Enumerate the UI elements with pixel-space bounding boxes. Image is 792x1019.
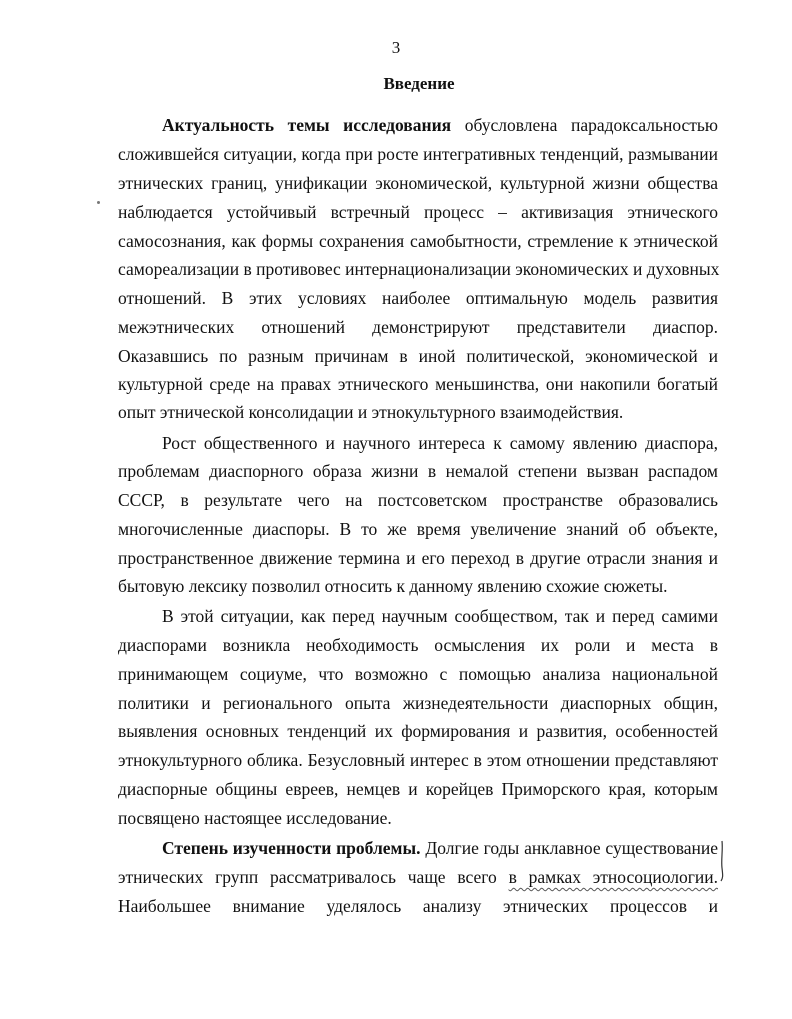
text-line: посвящено настоящее исследование. [118,808,392,828]
text-line: Оказавшись по разным причинам в иной политической, экономической и [118,346,718,366]
text-line: диаспорами возникла необходимость осмысления их роли и места в [118,635,718,655]
text-line: многочисленные диаспоры. В то же время увеличение знаний об объекте, [118,519,718,539]
text-line: политики и регионального опыта жизнедеятельности диаспорных общин, [118,693,718,713]
lead-phrase: Степень изученности проблемы. [162,838,421,858]
text-line: сложившейся ситуации, когда при росте интегративных тенденций, размывании [118,144,718,164]
text-line: этнических границ, унификации экономической, культурной жизни общества [118,173,718,193]
section-heading: Введение [383,74,455,93]
text-line: Актуальность темы исследования обусловлена парадоксальностью [162,115,718,135]
text-line: пространственное движение термина и его переход в другие отрасли знания и [118,548,718,568]
text-line: проблемам диаспорного образа жизни в немалой степени вызван распадом [118,461,718,481]
handwritten-underline: в рамках этносоциологии. [508,867,718,887]
text-line: бытовую лексику позволил относить к данному явлению схожие сюжеты. [118,576,668,596]
text-line: отношений. В этих условиях наиболее оптимальную модель развития [118,288,718,308]
text-line: опыт этнической консолидации и этнокультурного взаимодействия. [118,402,624,422]
text-line: выявления основных тенденций их формирования и развития, особенностей [118,721,718,741]
text-line: межэтнических отношений демонстрируют представители диаспор. [118,317,718,337]
text-line: Степень изученности проблемы. Долгие годы анклавное существование [162,838,718,858]
dot-mark [97,201,100,204]
page-number: 3 [391,38,401,57]
text-line: наблюдается устойчивый встречный процесс – активизация этнического [118,202,718,222]
text-line: В этой ситуации, как перед научным сообществом, так и перед самими [162,606,718,626]
text-line: принимающем социуме, что возможно с помощью анализа национальной [118,664,718,684]
text-line: культурной среде на правах этнического меньшинства, они накопили богатый [118,374,718,394]
text-line: диаспорные общины евреев, немцев и корейцев Приморского края, которым [118,779,718,799]
text-line: самореализации в противовес интернационализации экономических и духовных [118,259,720,279]
text-line: Наибольшее внимание уделялось анализу этнических процессов и [118,896,718,916]
margin-mark-icon [719,840,725,882]
text-line: самосознания, как формы сохранения самобытности, стремление к этнической [118,231,718,251]
text-line: Рост общественного и научного интереса к самому явлению диаспора, [162,433,718,453]
lead-phrase: Актуальность темы исследования [162,115,452,135]
text-line: этнокультурного облика. Безусловный интерес в этом отношении представляют [118,750,718,770]
text-line: СССР, в результате чего на постсоветском пространстве образовались [118,490,718,510]
text-line: этнических групп рассматривалось чаще всего в рамках этносоциологии. [118,867,718,887]
